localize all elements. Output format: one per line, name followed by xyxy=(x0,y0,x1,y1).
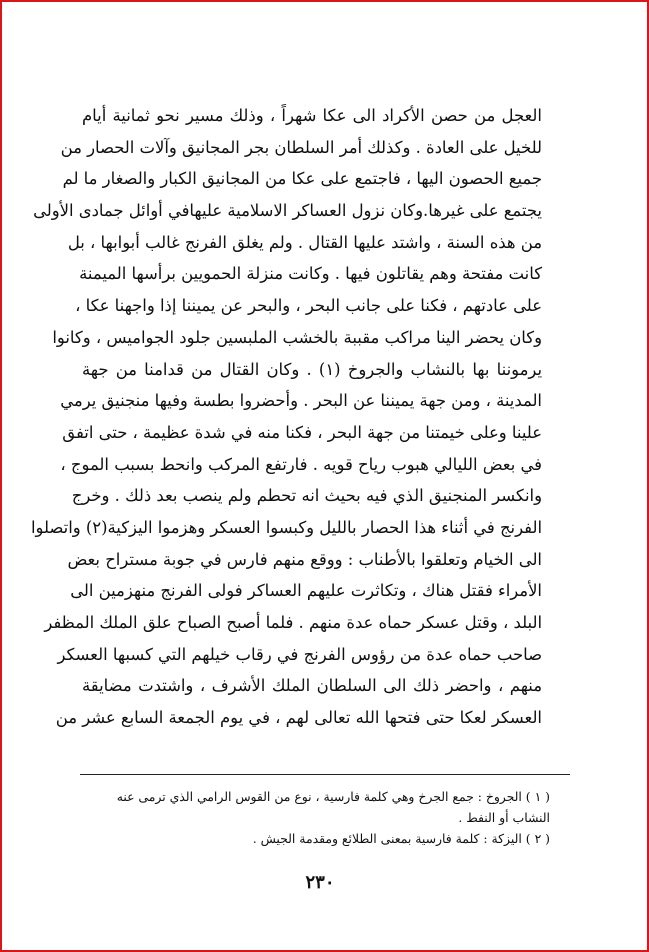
body-line: العجل من حصن الأكراد الى عكا شهراً ، وذلك مسير نحو ثمانية أيام xyxy=(82,106,542,125)
footnote-1: ( ١ ) الجروخ : جمع الجرخ وهي كلمة فارسية ، نوع من القوس الرامي الذي ترمى عنه xyxy=(116,789,550,804)
body-line: جميع الحصون اليها ، فاجتمع على عكا من المجانيق الكبار والصغار ما لم xyxy=(62,169,542,189)
body-line: وانكسر المنجنيق الذي فيه بحيث انه تحطم ولم ينصب بعد ذلك . وخرج xyxy=(71,486,542,506)
footnotes xyxy=(80,786,550,849)
footnote-divider xyxy=(80,774,570,775)
body-line: الى الخيام وتعلقوا بالأطناب : ووقع منهم فارس في جوبة مستراح بعض xyxy=(67,549,542,569)
body-line: العسكر لعكا حتى فتحها الله تعالى لهم ، في يوم الجمعة السابع عشر من xyxy=(55,708,542,728)
page-number: ٢٣٠ xyxy=(305,872,335,893)
body-line: المدينة ، ومن جهة يميننا عن البحر . وأحضروا بطسة وفيها منجنيق يرمي xyxy=(60,391,542,411)
body-line: كانت مفتحة وهم يقاتلون فيها . وكانت منزلة الحمويين برأسها الميمنة xyxy=(79,264,542,284)
body-text xyxy=(30,100,543,734)
footnote-1-continued: النشاب أو النفط . xyxy=(458,810,550,825)
body-line: البلد ، وقتل عسكر حماه عدة منهم . فلما أصبح الصباح علق الملك المظفر xyxy=(44,613,542,632)
body-line: وكان يحضر الينا مراكب مقببة بالخشب الملبسين جلود الجواميس ، وكانوا xyxy=(52,327,542,347)
body-line: يجتمع على غيرها.وكان نزول العساكر الاسلامية عليهافي أوائل جمادى الأولى xyxy=(33,201,542,221)
body-line: علينا وعلى خيمتنا من جهة البحر ، فكنا منه في شدة عظيمة ، حتى اتفق xyxy=(62,422,542,442)
body-line: صاحب حماه عدة من رؤوس الفرنج في رقاب خيلهم التي كسبها العسكر xyxy=(57,644,542,664)
body-line: الفرنج في أثناء هذا الحصار بالليل وكبسوا العسكر وهزموا اليزكية(٢) واتصلوا xyxy=(30,517,542,537)
body-line: منهم ، واحضر ذلك الى السلطان الملك الأشرف ، واشتدت مضايقة xyxy=(82,676,542,696)
body-line: للخيل على العادة . وكذلك أمر السلطان بجر المجانيق وآلات الحصار من xyxy=(60,137,542,157)
body-line: في بعض الليالي هبوب رياح قويه . فارتفع المركب وانحط بسبب الموج ، xyxy=(60,454,542,474)
footnote-2: ( ٢ ) اليزكة : كلمة فارسية بمعنى الطلائع ومقدمة الجيش . xyxy=(252,831,550,846)
body-line: من هذه السنة ، واشتد عليها القتال . ولم يغلق الفرنج غالب أبوابها ، بل xyxy=(67,232,542,252)
body-line: الأمراء فقتل هناك ، وتكاثرت عليهم العساكر فولى الفرنج منهزمين الى xyxy=(70,581,542,601)
body-line: يرموننا بها بالنشاب والجروخ (١) . وكان القتال من قدامنا من جهة xyxy=(82,359,543,379)
body-line: على عادتهم ، فكنا على جانب البحر ، والبحر عن يميننا إذا واجهنا عكا ، xyxy=(75,296,542,316)
